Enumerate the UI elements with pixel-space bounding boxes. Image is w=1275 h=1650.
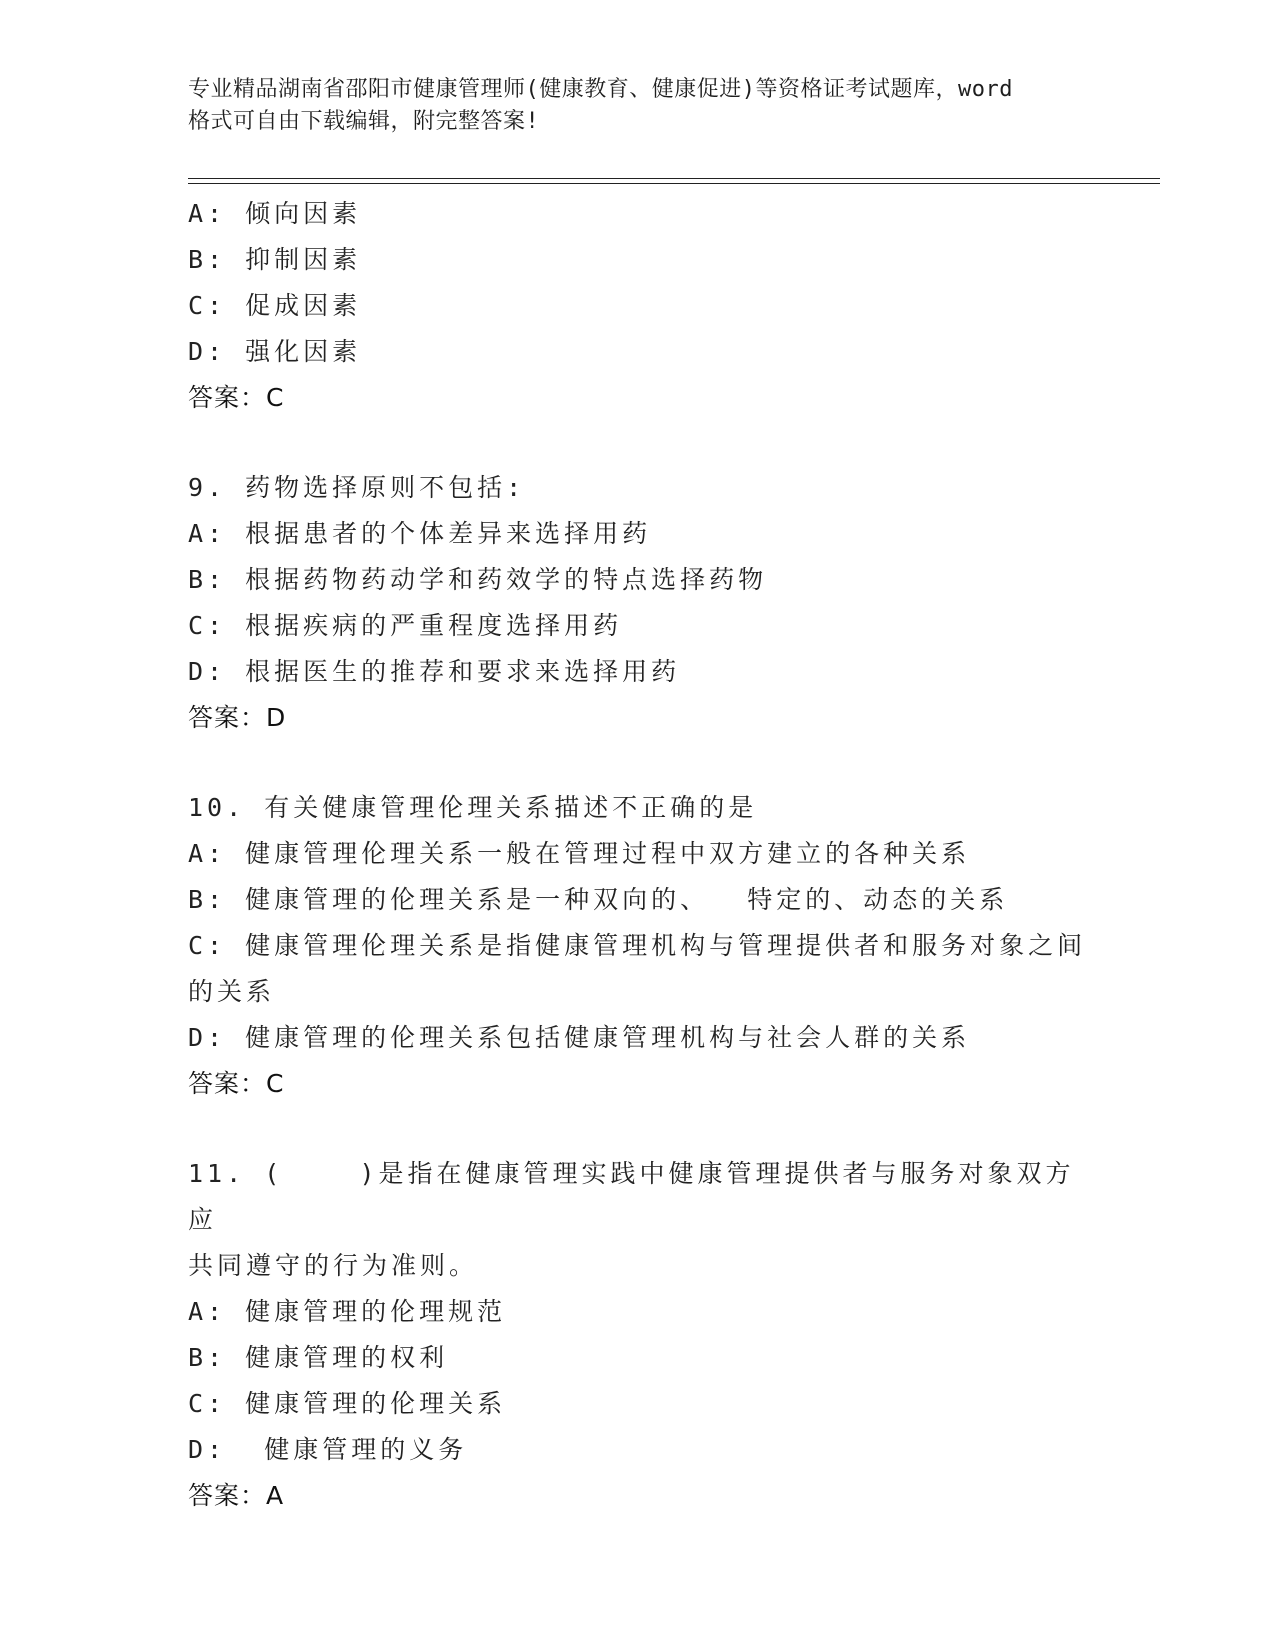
q10-answer: 答案：C [188,1069,285,1098]
q8-answer: 答案：C [188,383,285,412]
question-11-block [188,1151,1088,1519]
q10-option-c-line-1: C: 健康管理伦理关系是指健康管理机构与管理提供者和服务对象之间 [188,931,1087,960]
q9-option-c: C: 根据疾病的严重程度选择用药 [188,611,623,640]
q8-option-a: A: 倾向因素 [188,199,362,228]
spacer [188,1107,1088,1151]
q10-question: 10. 有关健康管理伦理关系描述不正确的是 [188,793,758,822]
q11-option-d: D: 健康管理的义务 [188,1435,468,1464]
q9-answer: 答案：D [188,703,287,732]
q11-answer: 答案：A [188,1481,285,1510]
header-rule-bottom [188,183,1160,184]
q8-option-c: C: 促成因素 [188,291,362,320]
page-header [188,74,1088,138]
spacer [188,421,1088,465]
q10-option-a: A: 健康管理伦理关系一般在管理过程中双方建立的各种关系 [188,839,971,868]
header-line-1: 专业精品湖南省邵阳市健康管理师(健康教育、健康促进)等资格证考试题库，word [188,77,1013,102]
q11-option-a: A: 健康管理的伦理规范 [188,1297,507,1326]
q11-option-c: C: 健康管理的伦理关系 [188,1389,507,1418]
q11-question-line-1: 11. ( )是指在健康管理实践中健康管理提供者与服务对象双方应 [188,1159,1075,1234]
q11-question-line-2: 共同遵守的行为准则。 [188,1251,479,1280]
q11-option-b: B: 健康管理的权利 [188,1343,449,1372]
header-line-2: 格式可自由下载编辑，附完整答案! [188,109,540,134]
q8-option-d: D: 强化因素 [188,337,362,366]
q8-option-b: B: 抑制因素 [188,245,362,274]
q9-option-b: B: 根据药物药动学和药效学的特点选择药物 [188,565,768,594]
question-9-block [188,465,1088,741]
question-content [188,191,1088,1519]
q9-option-a: A: 根据患者的个体差异来选择用药 [188,519,652,548]
question-8-block [188,191,1088,421]
q10-option-c-line-2: 的关系 [188,977,276,1006]
spacer [188,741,1088,785]
q10-option-d: D: 健康管理的伦理关系包括健康管理机构与社会人群的关系 [188,1023,971,1052]
q10-option-b: B: 健康管理的伦理关系是一种双向的、 特定的、动态的关系 [188,885,1009,914]
question-10-block [188,785,1088,1107]
q9-question: 9. 药物选择原则不包括: [188,473,526,502]
header-rule-top [188,178,1160,179]
q9-option-d: D: 根据医生的推荐和要求来选择用药 [188,657,681,686]
